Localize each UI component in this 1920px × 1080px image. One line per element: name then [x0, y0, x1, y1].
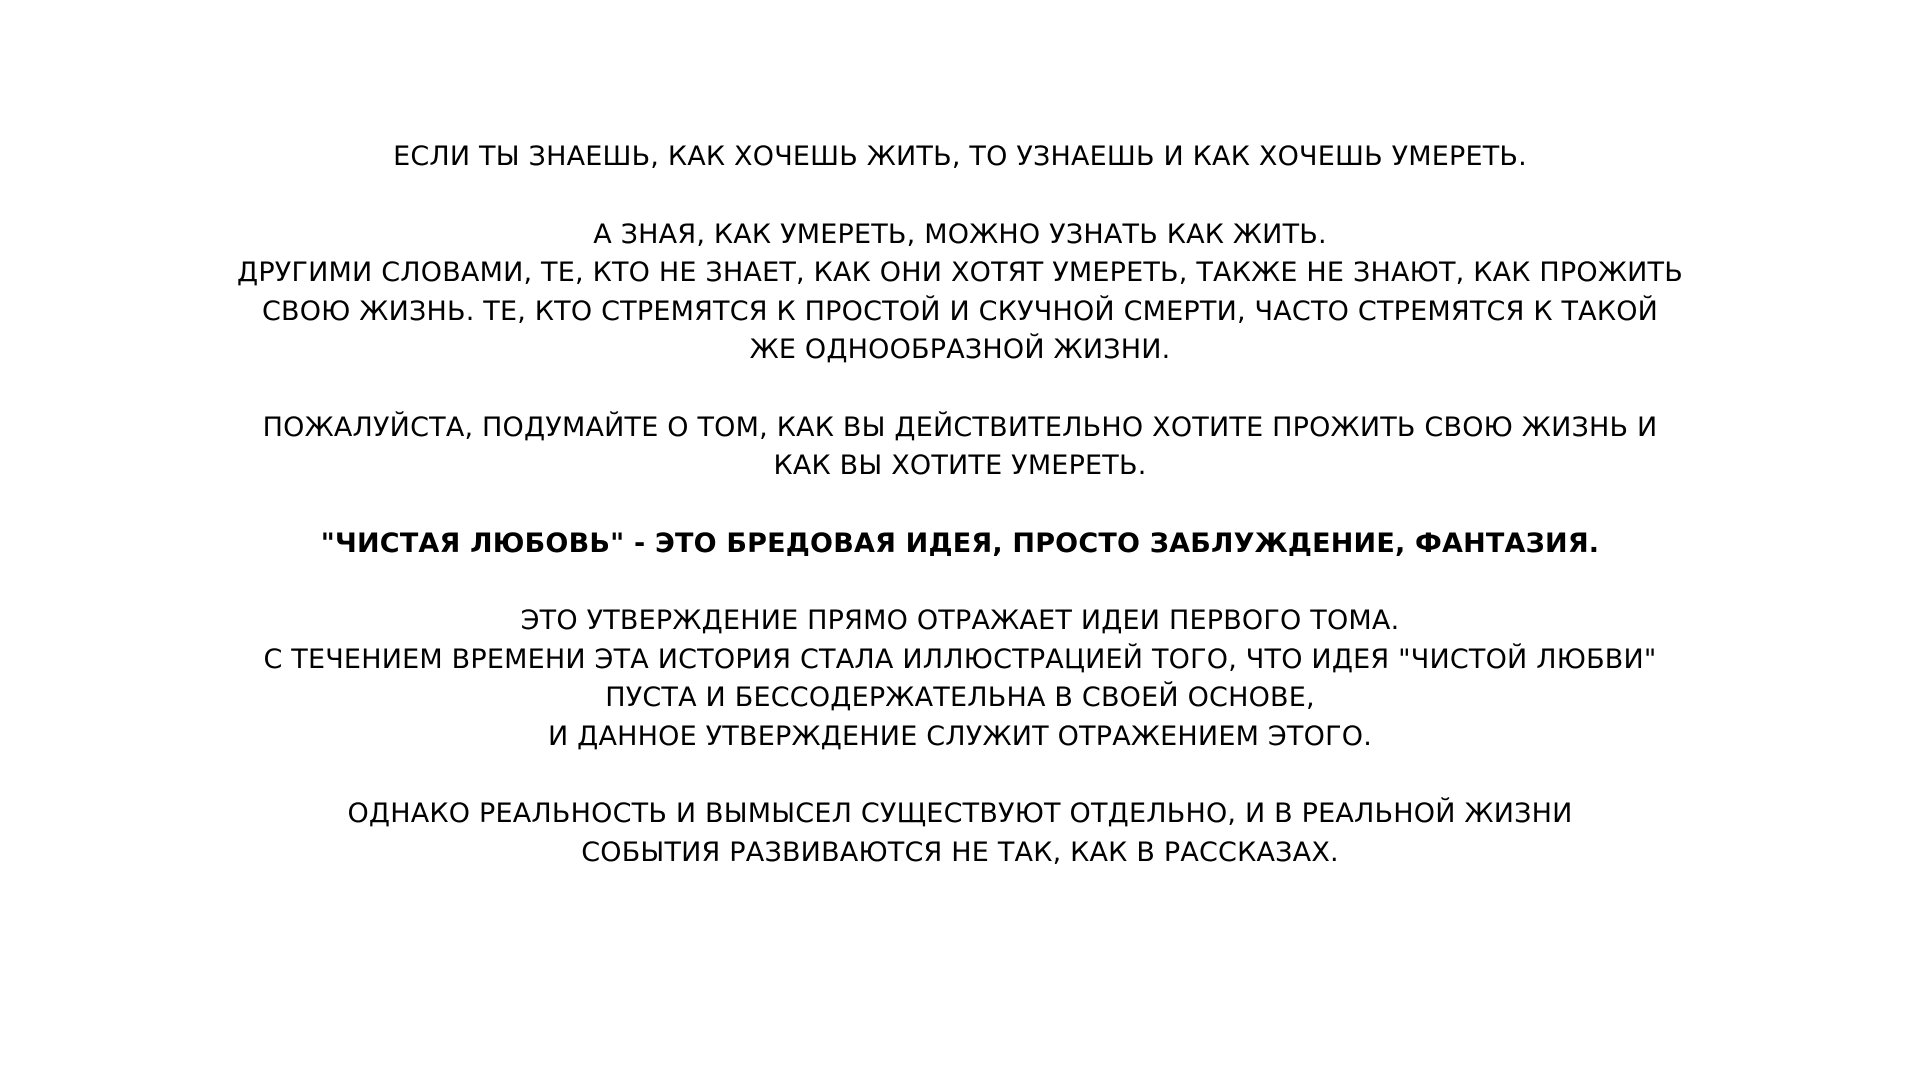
text-line: ПОЖАЛУЙСТА, ПОДУМАЙТЕ О ТОМ, КАК ВЫ ДЕЙСТВИТЕЛЬНО ХОТИТЕ ПРОЖИТЬ СВОЮ ЖИЗНЬ И	[262, 411, 1658, 443]
text-line: А ЗНАЯ, КАК УМЕРЕТЬ, МОЖНО УЗНАТЬ КАК ЖИТЬ.	[593, 218, 1327, 250]
text-line: ПУСТА И БЕССОДЕРЖАТЕЛЬНА В СВОЕЙ ОСНОВЕ,	[605, 682, 1315, 713]
text-line: ЖЕ ОДНООБРАЗНОЙ ЖИЗНИ.	[749, 334, 1171, 365]
paragraph-6	[120, 795, 1800, 872]
text-line: И ДАННОЕ УТВЕРЖДЕНИЕ СЛУЖИТ ОТРАЖЕНИЕМ ЭТОГО.	[548, 720, 1372, 752]
text-line: ДРУГИМИ СЛОВАМИ, ТЕ, КТО НЕ ЗНАЕТ, КАК ОНИ ХОТЯТ УМЕРЕТЬ, ТАКЖЕ НЕ ЗНАЮТ, КАК ПРОЖИТЬ	[237, 257, 1683, 288]
paragraph-2	[120, 216, 1800, 370]
text-line: СОБЫТИЯ РАЗВИВАЮТСЯ НЕ ТАК, КАК В РАССКАЗАХ.	[581, 836, 1339, 868]
text-line: СВОЮ ЖИЗНЬ. ТЕ, КТО СТРЕМЯТСЯ К ПРОСТОЙ И СКУЧНОЙ СМЕРТИ, ЧАСТО СТРЕМЯТСЯ К ТАКОЙ	[261, 295, 1659, 327]
document-text	[120, 138, 1800, 911]
emphasized-quote	[120, 525, 1800, 564]
text-line: ЭТО УТВЕРЖДЕНИЕ ПРЯМО ОТРАЖАЕТ ИДЕИ ПЕРВОГО ТОМА.	[520, 605, 1400, 636]
text-line: "ЧИСТАЯ ЛЮБОВЬ" - ЭТО БРЕДОВАЯ ИДЕЯ, ПРОСТО ЗАБЛУЖДЕНИЕ, ФАНТАЗИЯ.	[320, 527, 1600, 559]
paragraph-3	[120, 409, 1800, 486]
text-line: С ТЕЧЕНИЕМ ВРЕМЕНИ ЭТА ИСТОРИЯ СТАЛА ИЛЛЮСТРАЦИЕЙ ТОГО, ЧТО ИДЕЯ "ЧИСТОЙ ЛЮБВИ"	[263, 643, 1657, 675]
paragraph-1	[120, 138, 1800, 177]
text-line: КАК ВЫ ХОТИТЕ УМЕРЕТЬ.	[773, 450, 1147, 481]
text-line: ОДНАКО РЕАЛЬНОСТЬ И ВЫМЫСЕЛ СУЩЕСТВУЮТ ОТДЕЛЬНО, И В РЕАЛЬНОЙ ЖИЗНИ	[347, 798, 1573, 829]
paragraph-5	[120, 602, 1800, 756]
text-line: ЕСЛИ ТЫ ЗНАЕШЬ, КАК ХОЧЕШЬ ЖИТЬ, ТО УЗНАЕШЬ И КАК ХОЧЕШЬ УМЕРЕТЬ.	[393, 141, 1527, 172]
